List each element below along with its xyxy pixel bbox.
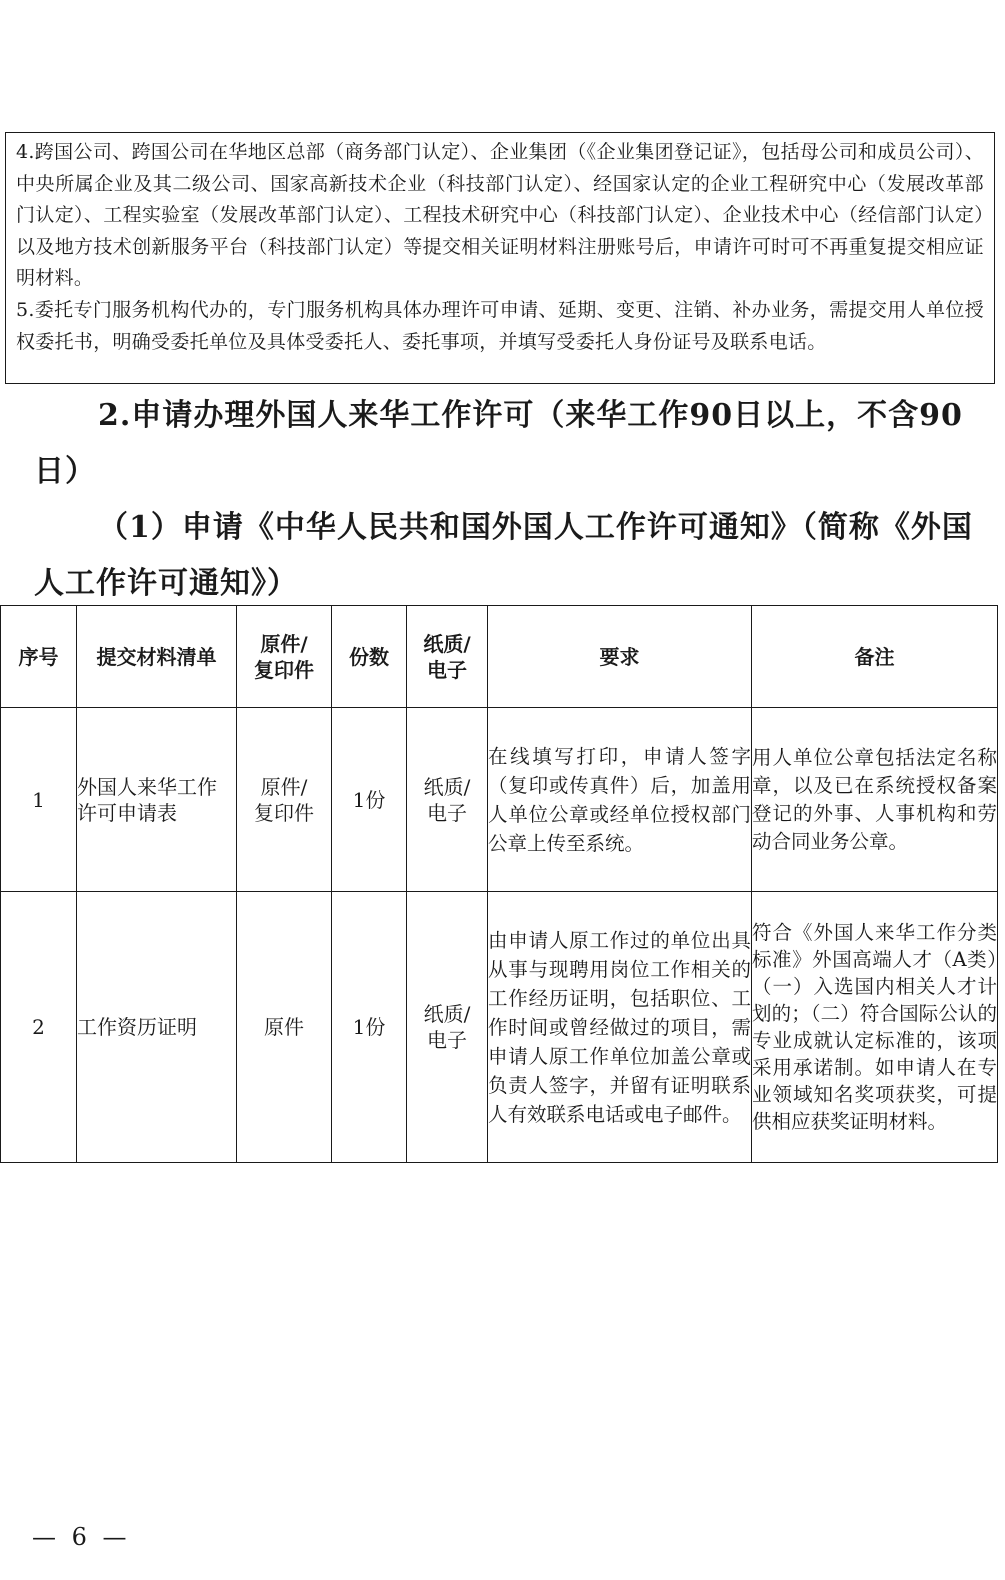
materials-table xyxy=(0,605,998,1163)
cell-medium-line1: 纸质/ xyxy=(423,1002,471,1026)
cell-material: 工作资历证明 xyxy=(77,892,237,1163)
subsection-heading-1: （1）申请《中华人民共和国外国人工作许可通知》（简称《外国人工作许可通知》） xyxy=(34,510,973,601)
note-item-5: 5.委托专门服务机构代办的，专门服务机构具体办理许可申请、延期、变更、注销、补办业务，需提交用人单位授权委托书，明确受委托单位及具体受委托人、委托事项，并填写受委托人身份证号及联系电话。 xyxy=(16,298,984,353)
cell-copy-line2: 复印件 xyxy=(254,800,314,825)
cell-no: 2 xyxy=(1,892,77,1163)
cell-count: 1份 xyxy=(332,708,407,892)
header-medium-line2: 电子 xyxy=(427,657,467,682)
header-medium xyxy=(407,606,488,708)
cell-material: 外国人来华工作许可申请表 xyxy=(77,708,237,892)
cell-copy: 原件 xyxy=(237,892,332,1163)
cell-requirement: 由申请人原工作过的单位出具从事与现聘用岗位工作相关的工作经历证明，包括职位、工作时间或曾经做过的项目，需申请人原工作单位加盖公章或负责人签字，并留有证明联系人有效联系电话或电子邮件。 xyxy=(488,892,752,1163)
header-copy-line1: 原件/ xyxy=(260,631,308,656)
section-heading-2: 2.申请办理外国人来华工作许可（来华工作90日以上，不含90日） xyxy=(34,398,963,489)
header-requirement: 要求 xyxy=(488,606,752,708)
cell-remark: 用人单位公章包括法定名称章，以及已在系统授权备案登记的外事、人事机构和劳动合同业务公章。 xyxy=(752,708,998,892)
notes-box xyxy=(5,132,995,384)
cell-medium-line1: 纸质/ xyxy=(423,774,471,799)
table-header-row xyxy=(1,606,998,708)
cell-no: 1 xyxy=(1,708,77,892)
table-row xyxy=(1,708,998,892)
cell-count: 1份 xyxy=(332,892,407,1163)
header-material: 提交材料清单 xyxy=(77,606,237,708)
cell-medium-line2: 电子 xyxy=(427,1028,467,1052)
header-copy xyxy=(237,606,332,708)
header-no: 序号 xyxy=(1,606,77,708)
cell-medium xyxy=(407,708,488,892)
table-row xyxy=(1,892,998,1163)
cell-remark: 符合《外国人来华工作分类标准》外国高端人才（A类）（一）入选国内相关人才计划的；（二）符合国际公认的专业成就认定标准的，该项采用承诺制。如申请人在专业领域知名奖项获奖，可提供相应获奖证明材料。 xyxy=(752,892,998,1163)
header-remark: 备注 xyxy=(752,606,998,708)
header-copy-line2: 复印件 xyxy=(254,657,314,682)
cell-copy-line1: 原件/ xyxy=(260,774,308,799)
cell-medium-line2: 电子 xyxy=(427,800,467,825)
cell-copy xyxy=(237,708,332,892)
header-medium-line1: 纸质/ xyxy=(423,631,471,656)
note-item-4: 4.跨国公司、跨国公司在华地区总部（商务部门认定）、企业集团（《企业集团登记证》，包括母公司和成员公司）、中央所属企业及其二级公司、国家高新技术企业（科技部门认定）、经国家认定的企业工程研究中心（发展改革部门认定）、工程实验室（发展改革部门认定）、工程技术研究中心（科技部门认定）、企业技术中心（经信部门认定）以及地方技术创新服务平台（科技部门认定）等提交相关证明材料注册账号后，申请许可时可不再重复提交相应证明材料。 xyxy=(16,141,984,290)
cell-medium xyxy=(407,892,488,1163)
cell-requirement: 在线填写打印，申请人签字（复印或传真件）后，加盖用人单位公章或经单位授权部门公章上传至系统。 xyxy=(488,708,752,892)
header-count: 份数 xyxy=(332,606,407,708)
page-number: — 6 — xyxy=(32,1523,131,1551)
